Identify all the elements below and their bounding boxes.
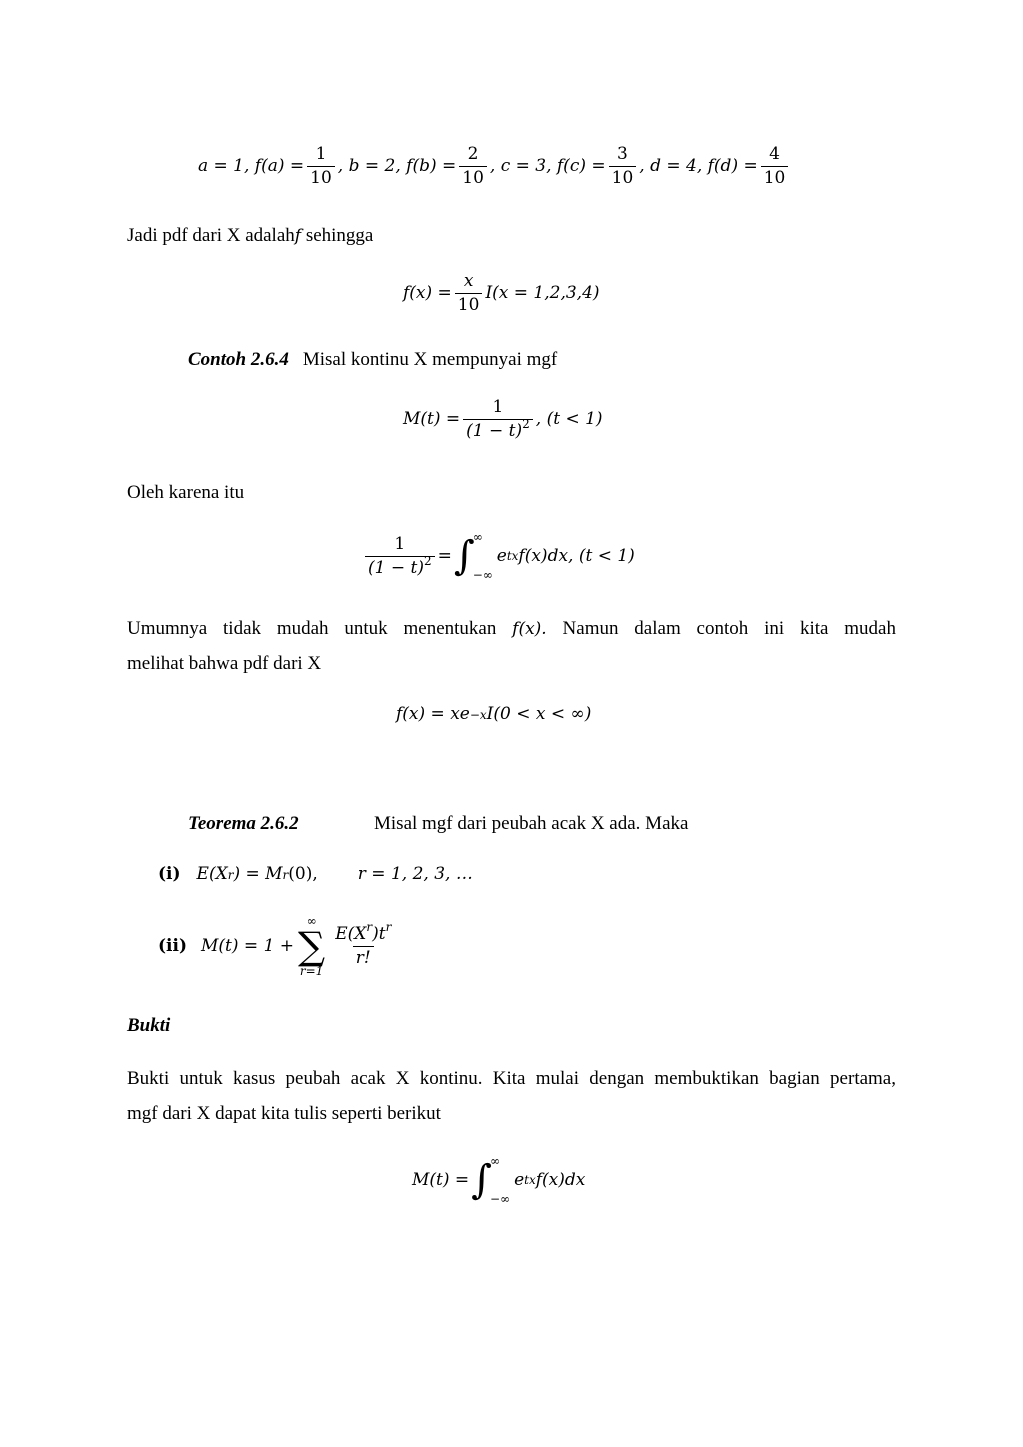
proof-paragraph-line1: Bukti untuk kasus peubah acak X kontinu. Kita mulai dengan membuktikan bagian pertama,	[127, 1068, 896, 1089]
equation-mgf-integral: M(t) = ∫ ∞ −∞ e tx f(x)dx	[412, 1154, 586, 1206]
fraction-fa: $\frac{1}{10}$	[307, 146, 335, 187]
fraction-mgf: $\frac{1}{(1 - t)^2}$	[463, 399, 533, 440]
theorem-text: Misal mgf dari peubah acak X ada. Maka	[374, 813, 689, 834]
integral-sign-2: ∫ ∞ −∞	[471, 1154, 511, 1206]
paragraph-jadi: Jadi pdf dari X adalahf sehingga	[127, 225, 374, 246]
summation-sign: ∞ ∑ r=1	[298, 914, 326, 978]
proof-paragraph-line2: mgf dari X dapat kita tulis seperti berikut	[127, 1103, 441, 1124]
eq-c: , c = 3, f(c) =	[489, 156, 606, 176]
eq-a: a = 1, f(a) =	[198, 156, 305, 176]
equation-pdf: f(x) = xe −x I(0 < x < ∞)	[396, 704, 592, 724]
fraction-fb: $\frac{2}{10}$	[459, 146, 487, 187]
equation-mgf: M(t) = $\frac{1}{(1 - t)^2}$ , (t < 1)	[403, 397, 603, 441]
fraction-series-term: $\frac{E(X^r)t^r}{r!}$	[335, 919, 392, 968]
equation-values	[198, 146, 791, 187]
eq-d: , d = 4, f(d) =	[639, 156, 758, 176]
fraction-x-over-10: $\frac{x}{10}$	[455, 273, 483, 314]
equation-integral-mgf: $\frac{1}{(1 - t)^2}$ = ∫ ∞ −∞ e tx f(x)dx, (t < 1)	[362, 531, 635, 581]
fraction-fd: $\frac{4}{10}$	[761, 146, 789, 187]
theorem-item-ii: (ii) M(t) = 1 + ∞ ∑ r=1 $\frac{E(X^r)t^r}{r!}$	[158, 915, 397, 977]
integral-sign: ∫ ∞ −∞	[453, 530, 493, 582]
equation-pmf: f(x) = $\frac{x}{10}$ I(x = 1,2,3,4)	[403, 271, 600, 315]
fraction-integral-lhs: $\frac{1}{(1 - t)^2}$	[365, 536, 435, 577]
theorem-item-i: (i) E(X r ) = M r (0), r = 1, 2, 3, …	[158, 864, 473, 884]
paragraph-umumnya-line2: melihat bahwa pdf dari X	[127, 653, 322, 674]
fraction-fc: $\frac{3}{10}$	[609, 146, 637, 187]
paragraph-oleh: Oleh karena itu	[127, 482, 245, 503]
eq-b: , b = 2, f(b) =	[337, 156, 457, 176]
paragraph-umumnya-line1: Umumnya tidak mudah untuk menentukan f(x). Namun dalam contoh ini kita mudah	[127, 618, 896, 639]
theorem-heading: Teorema 2.6.2	[188, 813, 299, 834]
example-heading: Contoh 2.6.4 Misal kontinu X mempunyai mgf	[188, 349, 558, 370]
proof-heading: Bukti	[127, 1015, 171, 1036]
